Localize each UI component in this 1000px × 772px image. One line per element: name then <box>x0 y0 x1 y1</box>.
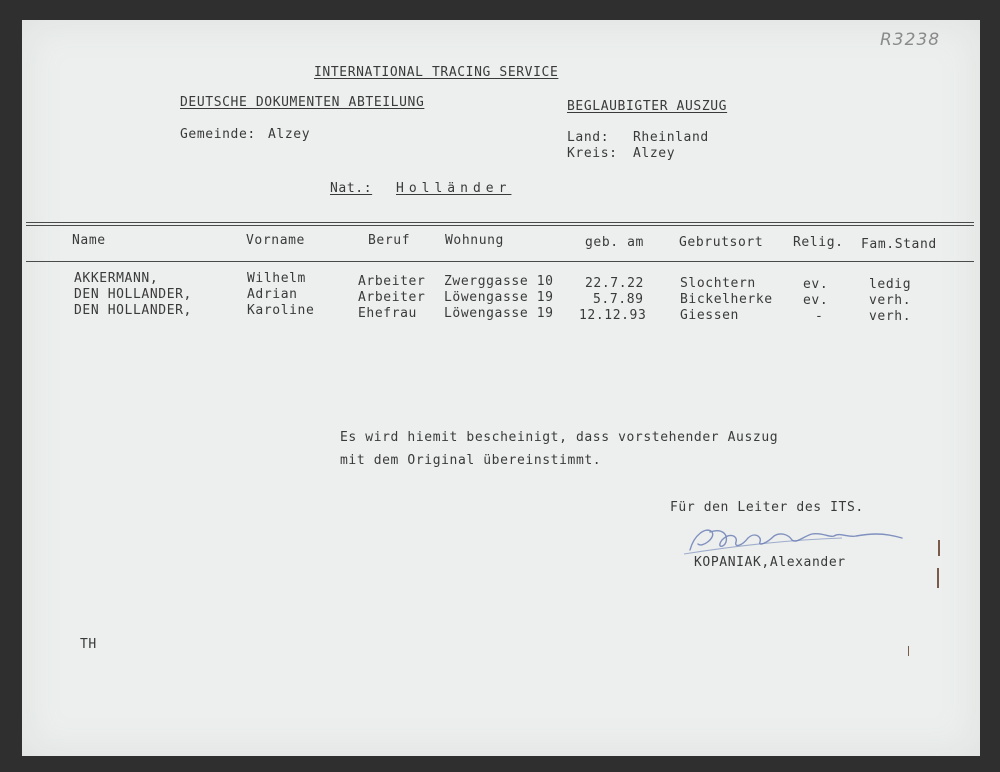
gemeinde-value: Alzey <box>268 127 311 142</box>
margin-mark <box>937 568 939 588</box>
cell-wohnung: Löwengasse 19 <box>444 290 554 305</box>
cell-vorname: Wilhelm <box>247 271 306 286</box>
department-heading: DEUTSCHE DOKUMENTEN ABTEILUNG <box>180 95 425 110</box>
cell-ort: Bickelherke <box>680 292 773 307</box>
cell-stand: verh. <box>869 309 912 324</box>
cell-wohnung: Löwengasse 19 <box>444 306 554 321</box>
signatory-name: KOPANIAK,Alexander <box>694 555 846 570</box>
kreis-label: Kreis: <box>567 146 618 161</box>
cell-name: DEN HOLLANDER, <box>74 303 192 318</box>
column-header-wohnung: Wohnung <box>445 233 504 248</box>
margin-mark <box>908 646 909 656</box>
cell-geb: 12.12.93 <box>579 308 647 323</box>
cell-vorname: Karoline <box>247 303 315 318</box>
margin-mark <box>938 540 940 556</box>
column-header-vorname: Vorname <box>246 233 305 248</box>
cell-name: AKKERMANN, <box>74 271 159 286</box>
cell-relig: - <box>815 309 824 324</box>
cell-vorname: Adrian <box>247 287 298 302</box>
nationality-value: Holländer <box>396 181 512 196</box>
handwritten-signature <box>22 20 980 756</box>
gemeinde-label: Gemeinde: <box>180 127 256 142</box>
column-header-gebrutsort: Gebrutsort <box>679 235 764 250</box>
land-label: Land: <box>567 130 610 145</box>
column-header-famstand: Fam.Stand <box>861 237 937 252</box>
certification-line-1: Es wird hiemit bescheinigt, dass vorstehender Auszug <box>340 430 779 445</box>
nationality-label: Nat.: <box>330 181 373 196</box>
footer-initials: TH <box>80 637 97 652</box>
column-header-geb: geb. am <box>585 235 644 250</box>
cell-relig: ev. <box>803 277 829 292</box>
cell-stand: verh. <box>869 293 912 308</box>
certification-line-2: mit dem Original übereinstimmt. <box>340 453 602 468</box>
document-page <box>22 20 980 756</box>
cell-stand: ledig <box>869 277 912 292</box>
cell-relig: ev. <box>803 293 829 308</box>
document-title: INTERNATIONAL TRACING SERVICE <box>314 65 559 80</box>
document-type-heading: BEGLAUBIGTER AUSZUG <box>567 99 728 114</box>
cell-ort: Giessen <box>680 308 739 323</box>
column-header-relig: Relig. <box>793 235 844 250</box>
archive-reference: R3238 <box>880 30 941 50</box>
column-header-name: Name <box>72 233 106 248</box>
cell-beruf: Ehefrau <box>358 306 417 321</box>
kreis-value: Alzey <box>633 146 676 161</box>
signature-for-line: Für den Leiter des ITS. <box>670 500 864 515</box>
cell-beruf: Arbeiter <box>358 290 426 305</box>
cell-wohnung: Zwerggasse 10 <box>444 274 554 289</box>
cell-geb: 22.7.22 <box>585 276 644 291</box>
cell-name: DEN HOLLANDER, <box>74 287 192 302</box>
land-value: Rheinland <box>633 130 709 145</box>
cell-beruf: Arbeiter <box>358 274 426 289</box>
column-header-beruf: Beruf <box>368 233 411 248</box>
cell-geb: 5.7.89 <box>593 292 644 307</box>
cell-ort: Slochtern <box>680 276 756 291</box>
